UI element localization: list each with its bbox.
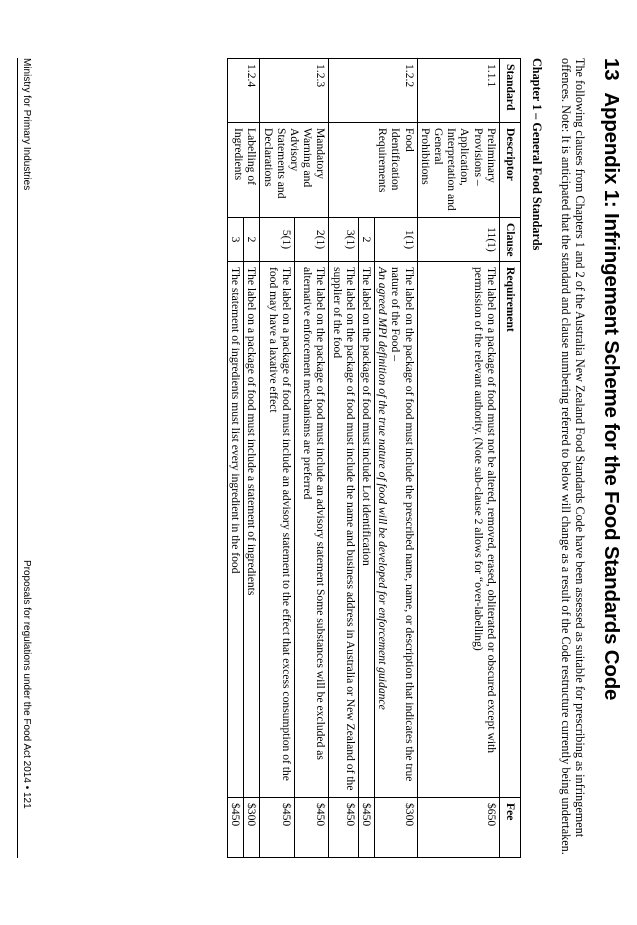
cell-fee: $450 [260,798,295,858]
header-fee: Fee [499,798,520,858]
cell-clause: 2 [358,218,374,262]
cell-requirement: The label on the package of food must include an advisory statement Some substances will be excluded as alternative enforcement mechanisms are preferred [294,262,329,798]
requirement-text: The label on the package of food must include the prescribed name, name, or description that indicates the true nature of the Food – [389,267,416,782]
cell-fee: $450 [227,798,243,858]
cell-clause: 5(1) [260,218,295,262]
page-heading [599,58,623,700]
cell-fee: $450 [329,798,358,858]
cell-requirement: The label on a package of food must include an advisory statement to the effect that excess consumption of the food may have a laxative effect [260,262,295,798]
cell-clause: 3 [227,218,243,262]
cell-requirement: The statement of ingredients must list every ingredient in the food [227,262,243,798]
footer-publisher: Ministry for Primary Industries [21,58,32,191]
cell-clause: 11(1) [417,218,499,262]
cell-requirement: The label on a package of food must include a statement of ingredients [244,262,260,798]
header-descriptor: Descriptor [499,123,520,218]
cell-requirement: The label on the package of food must include Lot identification [358,262,374,798]
cell-requirement [417,262,499,798]
cell-descriptor: Labelling of Ingredients [227,123,259,218]
infringement-table [227,58,521,858]
heading-title: Appendix 1: Infringement Scheme for the Food Standards Code [600,92,623,701]
cell-clause: 2 [244,218,260,262]
cell-clause: 2(1) [294,218,329,262]
table-row [374,59,417,858]
cell-fee: $300 [244,798,260,858]
cell-requirement: The label on the package of food must include the name and business address in Australia or New Zealand of the supplier of the food [329,262,358,798]
requirement-note: An agreed MPI definition of the true nature of food will be developed for enforcement guidance [376,267,390,710]
table-row [417,59,499,858]
intro-paragraph: The following clauses from Chapters 1 and 2 of the Australia New Zealand Food Standards Code have been assessed as suitable for prescribing as infringement offences. Note: It is anticipated that the standard and clause numbering referred to below will change as a result of the Code restructure currently being undertaken. [558,58,587,855]
header-clause: Clause [499,218,520,262]
requirement-text: The label on a package of food must not be altered, removed, erased, obliterated or obscured except with permission of the relevant authority. (Note sub-clause 2 allows for “over-labelling) [471,267,498,754]
table-row [244,59,260,858]
cell-standard: 1.2.2 [329,59,417,123]
footer-page-info: Proposals for regulations under the Food Act 2014 • 121 [21,560,32,809]
cell-descriptor: Mandatory Warning and Advisory Statements and Declarations [260,123,329,218]
cell-standard: 1.2.4 [227,59,259,123]
header-requirement: Requirement [499,262,520,798]
cell-descriptor: Preliminary Provisions – Application, Interpretation and General Prohibitions [417,123,499,218]
cell-standard: 1.2.3 [260,59,329,123]
cell-requirement [374,262,417,798]
footer-divider [17,58,18,858]
table-header-row [499,59,520,858]
cell-clause: 3(1) [329,218,358,262]
cell-descriptor: Food Identification Requirements [329,123,417,218]
header-standard: Standard [499,59,520,123]
cell-fee: $450 [358,798,374,858]
cell-fee: $300 [374,798,417,858]
heading-number: 13 [600,58,623,81]
cell-standard: 1.1.1 [417,59,499,123]
chapter-title: Chapter 1 – General Food Standards [530,58,544,251]
cell-fee: $650 [417,798,499,858]
cell-clause: 1(1) [374,218,417,262]
table-row [294,59,329,858]
cell-fee: $450 [294,798,329,858]
